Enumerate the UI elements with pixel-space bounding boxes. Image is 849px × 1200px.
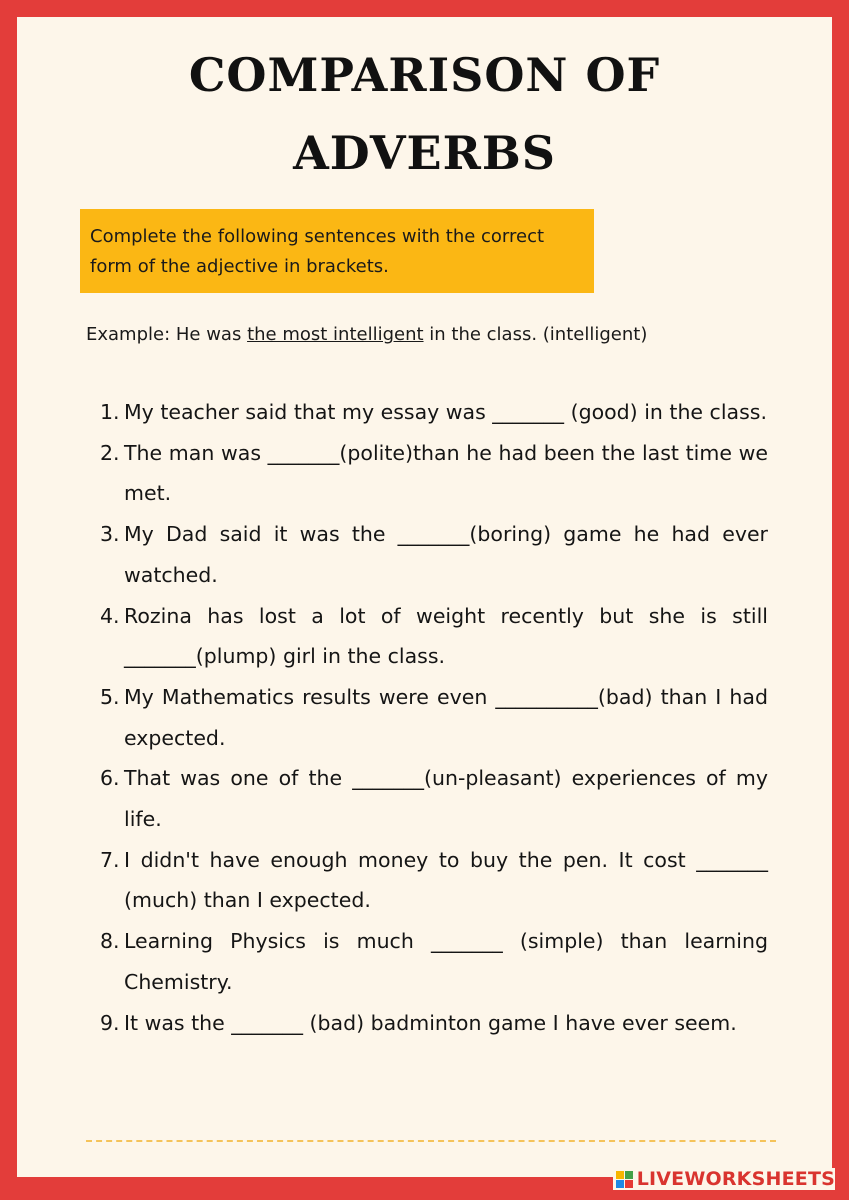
question-text: Learning Physics is much _______ (simple) than learning Chemistry.	[124, 929, 768, 994]
example-text-after: in the class. (intelligent)	[423, 324, 648, 345]
question-number: 7.	[100, 847, 120, 872]
question-item	[100, 1003, 768, 1044]
title-line-2: ADVERBS	[293, 126, 556, 180]
question-number: 4.	[100, 603, 120, 628]
question-item	[100, 758, 768, 839]
instruction-box	[80, 209, 594, 293]
example-text-before: Example: He was	[86, 324, 248, 345]
question-number: 9.	[100, 1010, 120, 1035]
question-item	[100, 677, 768, 758]
question-number: 6.	[100, 766, 120, 791]
question-text: My Mathematics results were even __________(bad) than I had expected.	[124, 684, 768, 750]
question-text: My Dad said it was the _______(boring) game he had ever watched.	[124, 522, 768, 587]
question-text: It was the _______ (bad) badminton game I have ever seem.	[124, 1010, 737, 1035]
question-item	[100, 921, 768, 1002]
question-number: 1.	[100, 400, 120, 424]
title-line-1: COMPARISON OF	[188, 48, 661, 102]
question-number: 5.	[100, 684, 120, 709]
example-sentence	[86, 320, 647, 350]
logo-square-blue	[616, 1180, 624, 1188]
logo-square-red	[625, 1180, 633, 1188]
logo-square-yellow	[616, 1171, 624, 1179]
question-item	[100, 596, 768, 677]
example-answer: the most intelligent	[247, 324, 424, 345]
logo-square-green	[625, 1171, 633, 1179]
brand-name: LIVEWORKSHEETS	[636, 1168, 835, 1190]
question-number: 2.	[100, 440, 120, 465]
instruction-line-1: Complete the following sentences with the correct	[90, 226, 545, 247]
question-text: The man was _______(polite)than he had been the last time we met.	[124, 440, 768, 506]
question-text: My teacher said that my essay was _______ (good) in the class.	[124, 400, 767, 424]
page-title	[0, 36, 849, 192]
question-text: I didn't have enough money to buy the pen. It cost _______ (much) than I expected.	[124, 847, 768, 913]
liveworksheets-brand[interactable]	[613, 1168, 835, 1190]
question-list	[100, 392, 768, 1043]
liveworksheets-logo-icon	[616, 1171, 633, 1188]
question-text: Rozina has lost a lot of weight recently but she is still _______(plump) girl in the class.	[124, 603, 768, 669]
question-item	[100, 514, 768, 595]
question-number: 8.	[100, 929, 120, 954]
question-item	[100, 392, 768, 433]
question-item	[100, 433, 768, 514]
dashed-divider	[86, 1140, 776, 1142]
question-item	[100, 840, 768, 921]
question-number: 3.	[100, 522, 120, 547]
question-text: That was one of the _______(un-pleasant) experiences of my life.	[124, 766, 768, 832]
instruction-line-2: form of the adjective in brackets.	[90, 256, 389, 277]
